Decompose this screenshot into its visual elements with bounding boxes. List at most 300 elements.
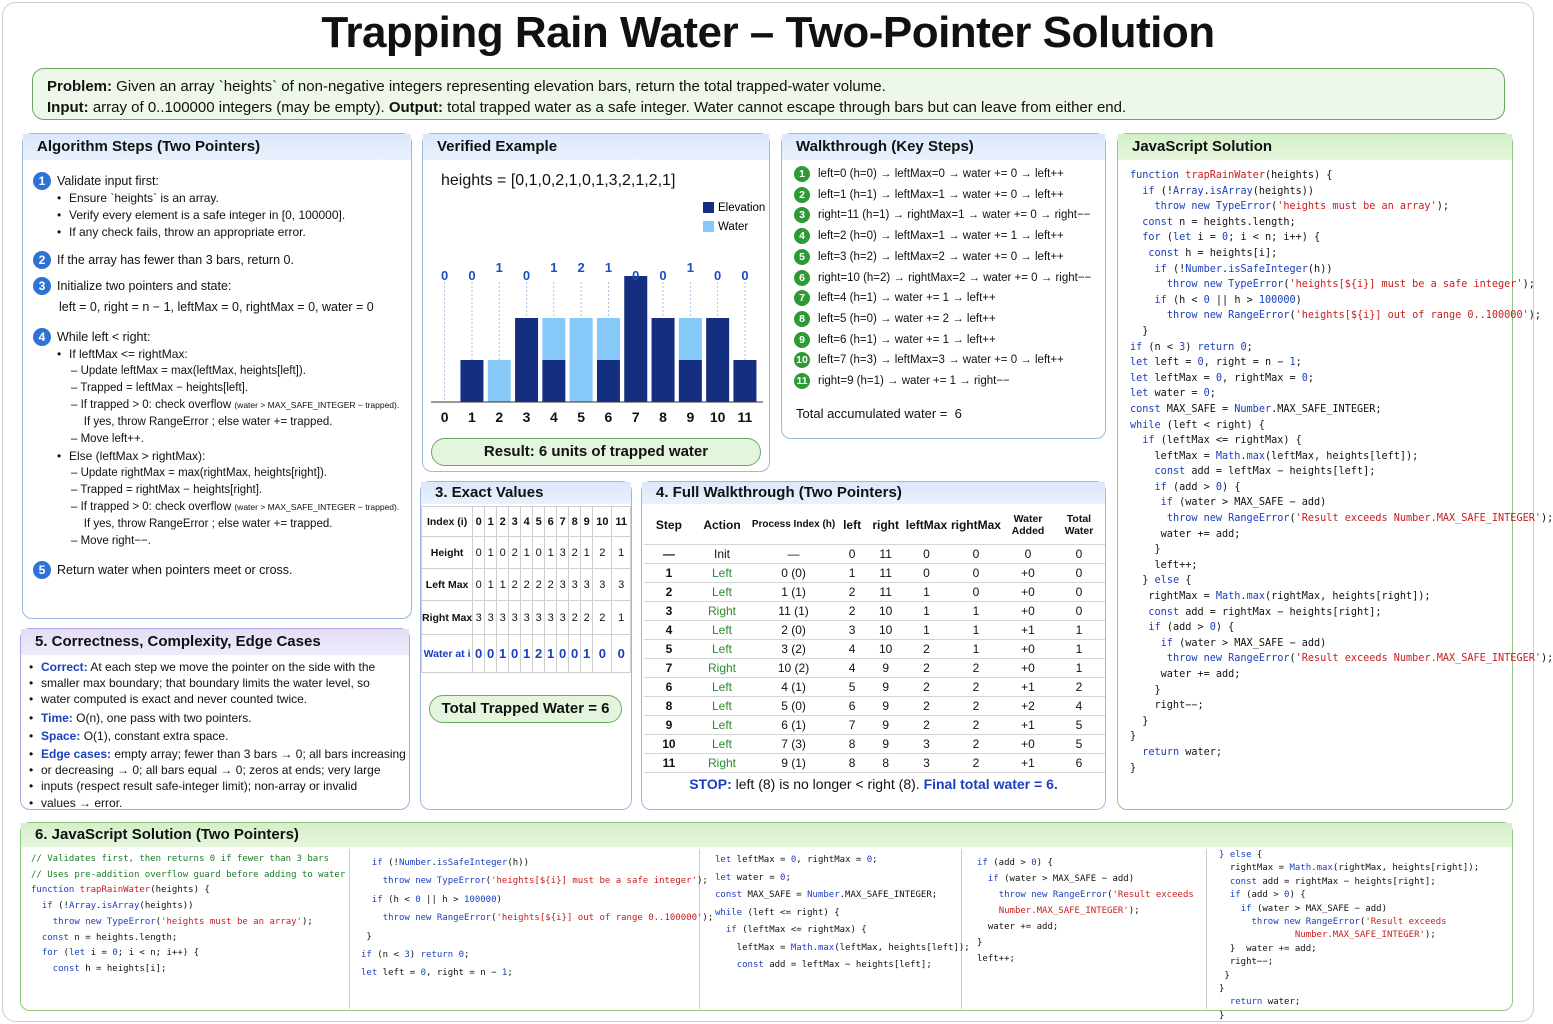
label: Correct: <box>41 660 88 674</box>
sub-item: If yes, throw RangeError ; else water += trapped. <box>71 518 333 530</box>
cell: Left <box>694 563 750 582</box>
cell: 3 <box>509 601 521 635</box>
table-row <box>644 544 1105 563</box>
x-tick-label: 5 <box>577 409 586 425</box>
cell: 0 <box>533 537 545 569</box>
top-label: 0 <box>659 268 667 283</box>
walkthrough-title: Walkthrough (Key Steps) <box>782 134 1105 160</box>
cell: 3 <box>509 507 521 537</box>
column-header: Step <box>644 506 694 544</box>
step-number: 3 <box>794 207 810 223</box>
step-number: 4 <box>33 328 51 346</box>
cell: 4 <box>1053 696 1105 715</box>
water-bar <box>597 318 620 360</box>
cell: — <box>750 544 837 563</box>
cell: 3 <box>485 601 497 635</box>
result-pill: Result: 6 units of trapped water <box>431 438 761 466</box>
cell: 9 <box>867 658 904 677</box>
cell: 2 (0) <box>750 620 837 639</box>
cell: 9 <box>867 696 904 715</box>
stop-text: left (8) is no longer < right (8). <box>731 776 924 792</box>
cell: 3 <box>545 601 557 635</box>
cell: 0 <box>593 635 612 673</box>
walkthrough-step <box>794 166 1064 182</box>
bullet: • Else (leftMax > rightMax): <box>57 448 205 465</box>
cell: 8 <box>837 734 867 753</box>
exact-row <box>422 537 631 569</box>
cell: 1 <box>497 569 509 601</box>
table-row <box>644 734 1105 753</box>
step-text: left=0 (h=0) → leftMax=0 → water += 0 → left++ <box>818 168 1064 181</box>
step-1-bullets <box>57 190 345 241</box>
step-text: left=2 (h=0) → leftMax=1 → water += 1 → left++ <box>818 230 1064 243</box>
cell: 11 (1) <box>750 601 837 620</box>
row-label: Index (i) <box>422 507 473 537</box>
bullet: • If leftMax <= rightMax: <box>57 346 188 363</box>
cell: 1 <box>904 601 949 620</box>
overflow-note: (water > MAX_SAFE_INTEGER − trapped). <box>234 400 400 410</box>
step-text: left=5 (h=0) → water += 2 → left++ <box>818 312 996 325</box>
cell: 5 <box>533 507 545 537</box>
cell: 3 <box>473 601 485 635</box>
walkthrough-step <box>794 352 1064 368</box>
full-walkthrough-panel <box>641 481 1106 810</box>
cell: +1 <box>1003 620 1053 639</box>
step-number: 11 <box>794 373 810 389</box>
sub-item: – If trapped > 0: check overflow <box>71 501 232 513</box>
water-bar <box>542 318 565 360</box>
walkthrough-step <box>794 373 1010 389</box>
cell: Left <box>694 677 750 696</box>
divider <box>349 849 350 1009</box>
cell: 3 <box>593 569 612 601</box>
cell: 7 <box>837 715 867 734</box>
label: Edge cases: <box>41 747 112 762</box>
column-header: Action <box>694 506 750 544</box>
step-4b-items <box>71 465 399 550</box>
cell: 5 <box>1053 734 1105 753</box>
table-row <box>644 696 1105 715</box>
step-number: 8 <box>794 311 810 327</box>
label: Space: <box>41 728 81 743</box>
walkthrough-step <box>794 187 1064 203</box>
step-number: 2 <box>33 251 51 269</box>
cell: 0 <box>485 635 497 673</box>
stop-final: Final total water = 6. <box>923 776 1058 792</box>
cell: 0 <box>1053 582 1105 601</box>
text: O(1), constant extra space. <box>80 728 229 743</box>
cell: Right <box>694 753 750 772</box>
cell: 1 <box>485 569 497 601</box>
cell: 9 <box>867 734 904 753</box>
walkthrough-panel <box>781 133 1106 439</box>
exact-row <box>422 569 631 601</box>
cell: 9 <box>644 715 694 734</box>
cell: 2 <box>569 601 581 635</box>
cell: +2 <box>1003 696 1053 715</box>
cell: Left <box>694 696 750 715</box>
cell: Init <box>694 544 750 563</box>
cell: 6 <box>1053 753 1105 772</box>
cell: 3 <box>521 601 533 635</box>
cell: 2 <box>569 537 581 569</box>
exact-values-panel <box>420 481 632 810</box>
x-tick-label: 9 <box>686 409 695 425</box>
cell: 0 <box>1053 601 1105 620</box>
cell: 1 <box>612 537 631 569</box>
walkthrough-step <box>794 228 1064 244</box>
top-label: 1 <box>686 260 694 275</box>
cell: 0 <box>612 635 631 673</box>
cell: 1 <box>1053 639 1105 658</box>
cell: 2 <box>949 658 1003 677</box>
step-text: Initialize two pointers and state: <box>57 279 232 293</box>
cell: 1 <box>904 620 949 639</box>
cell: 8 <box>867 753 904 772</box>
top-label: 0 <box>741 268 749 283</box>
walkthrough-step <box>794 311 996 327</box>
text: water computed is exact and never counted twice. <box>41 692 308 707</box>
cell: 0 (0) <box>750 563 837 582</box>
divider <box>1206 849 1207 1009</box>
text: smaller max boundary; that boundary limits the water level, so <box>41 676 370 691</box>
code-column-4: if (add > 0) { if (water > MAX_SAFE − add) throw new RangeError('Result exceeds Number.MAX_SAFE_INTEGER'); water += add; } left++; <box>977 858 1194 964</box>
cell: 0 <box>1053 544 1105 563</box>
cell: 1 <box>485 537 497 569</box>
cell: 1 <box>521 537 533 569</box>
cell: 10 <box>867 620 904 639</box>
table-row <box>644 563 1105 582</box>
javascript-solution-two-pointers-panel <box>20 822 1513 1021</box>
exact-values-title: 3. Exact Values <box>421 482 631 504</box>
cell: 2 <box>497 507 509 537</box>
x-tick-label: 6 <box>604 409 613 425</box>
cell: 0 <box>557 635 569 673</box>
sub-item: – Update leftMax = max(leftMax, heights[left]). <box>71 365 306 377</box>
legend-water: Water <box>718 221 749 233</box>
cell: 2 <box>949 677 1003 696</box>
cell: 5 <box>837 677 867 696</box>
top-label: 2 <box>577 260 585 275</box>
elevation-bar <box>679 360 702 402</box>
sub-item: – If trapped > 0: check overflow <box>71 399 232 411</box>
step-text: left=4 (h=1) → water += 1 → left++ <box>818 292 996 305</box>
cell: 8 <box>569 507 581 537</box>
row-label: Height <box>422 537 473 569</box>
x-tick-label: 10 <box>709 409 726 425</box>
walkthrough-step <box>794 270 1091 286</box>
cell: 2 <box>904 639 949 658</box>
cell: 0 <box>473 507 485 537</box>
bullet: • Verify every element is a safe integer in [0, 100000]. <box>57 207 345 224</box>
step-number: 1 <box>33 172 51 190</box>
cell: 3 <box>612 569 631 601</box>
cell: 0 <box>1003 544 1053 563</box>
step-number: 7 <box>794 290 810 306</box>
code-column-3: let leftMax = 0, rightMax = 0; let water = 0; const MAX_SAFE = Number.MAX_SAFE_INTEGER; while (left <= right) { if (leftMax <= rightMax) { leftMax = Math.max(leftMax, heights[left]); const add = leftMax − heights[left]; <box>715 855 970 970</box>
code-column-1: // Validates first, then returns 0 if fewer than 3 bars // Uses pre-addition overflow guard before adding to water function trapRainWater(heights) { if (!Array.isArray(heights)) throw new TypeError('heights must be an array'); const n = heights.length; for (let i = 0; i < n; i++) { const h = heights[i]; <box>31 854 346 974</box>
header-row <box>644 506 1105 544</box>
cell: 1 <box>1053 620 1105 639</box>
step-text: left=1 (h=1) → leftMax=1 → water += 0 → left++ <box>818 188 1064 201</box>
cell: 0 <box>473 635 485 673</box>
cell: 4 <box>837 658 867 677</box>
step-number: 1 <box>794 166 810 182</box>
top-label: 1 <box>604 260 613 275</box>
elevation-chart <box>423 164 771 464</box>
cell: 2 <box>904 677 949 696</box>
verified-example-title: Verified Example <box>423 134 769 160</box>
text: or decreasing → 0; all bars equal → 0; zeros at ends; very large <box>41 763 381 778</box>
cell: 3 <box>837 620 867 639</box>
cell: +0 <box>1003 639 1053 658</box>
x-tick-label: 4 <box>549 409 558 425</box>
cell: 1 <box>949 639 1003 658</box>
row-label: Right Max <box>422 601 473 635</box>
cell: 1 <box>1053 658 1105 677</box>
step-number: 3 <box>33 277 51 295</box>
cell: 0 <box>949 544 1003 563</box>
table-row <box>644 677 1105 696</box>
sub-item: – Update rightMax = max(rightMax, heights[right]). <box>71 467 327 479</box>
cell: 1 <box>644 563 694 582</box>
step-4a <box>57 346 188 363</box>
step-number: 6 <box>794 270 810 286</box>
cell: 1 <box>497 635 509 673</box>
output-label: Output: <box>388 99 443 116</box>
top-label: 0 <box>441 268 449 283</box>
column-header: Process Index (h) <box>750 506 837 544</box>
table-row <box>644 620 1105 639</box>
cell: 3 <box>569 569 581 601</box>
cell: 4 <box>837 639 867 658</box>
cell: 2 <box>593 601 612 635</box>
input-label: Input: <box>47 99 89 116</box>
cell: 1 <box>612 601 631 635</box>
cell: 9 <box>867 677 904 696</box>
cell: 11 <box>644 753 694 772</box>
column-header: left <box>837 506 867 544</box>
top-label: 0 <box>632 268 640 283</box>
cell: 8 <box>837 753 867 772</box>
cell: 5 <box>1053 715 1105 734</box>
cell: 9 <box>867 715 904 734</box>
cell: 4 <box>521 507 533 537</box>
cell: Left <box>694 715 750 734</box>
cell: 0 <box>949 563 1003 582</box>
cell: 0 <box>1053 563 1105 582</box>
cell: 0 <box>949 582 1003 601</box>
cell: 2 <box>949 753 1003 772</box>
cell: 1 (1) <box>750 582 837 601</box>
cell: 3 <box>581 569 593 601</box>
step-text: right=11 (h=1) → rightMax=1 → water += 0 → right−− <box>818 209 1091 222</box>
bullet: • Ensure `heights` is an array. <box>57 190 345 207</box>
table-row <box>644 601 1105 620</box>
cell: 10 <box>867 639 904 658</box>
step-text: left=6 (h=1) → water += 1 → left++ <box>818 333 996 346</box>
cell: 0 <box>473 569 485 601</box>
cell: +0 <box>1003 563 1053 582</box>
bullet: • If any check fails, throw an appropriate error. <box>57 224 345 241</box>
cell: +0 <box>1003 658 1053 677</box>
row-label: Water at i <box>422 635 473 673</box>
cell: 2 <box>533 635 545 673</box>
cell: 0 <box>904 544 949 563</box>
javascript-solution-two-pointers-title: 6. JavaScript Solution (Two Pointers) <box>21 823 1512 847</box>
walkthrough-total: Total accumulated water = 6 <box>796 406 962 421</box>
page-title: Trapping Rain Water – Two-Pointer Solution <box>321 8 1215 57</box>
cell: +1 <box>1003 753 1053 772</box>
cell: +1 <box>1003 715 1053 734</box>
cell: 7 (3) <box>750 734 837 753</box>
cell: Right <box>694 658 750 677</box>
top-label: 1 <box>495 260 503 275</box>
cell: 11 <box>867 582 904 601</box>
cell: Left <box>694 582 750 601</box>
cell: 2 <box>949 734 1003 753</box>
cell: 10 <box>593 507 612 537</box>
cell: 2 <box>837 582 867 601</box>
init-state: left = 0, right = n − 1, leftMax = 0, rightMax = 0, water = 0 <box>59 300 374 314</box>
x-tick-label: 7 <box>631 409 640 425</box>
cell: 2 <box>509 537 521 569</box>
text: O(n), one pass with two pointers. <box>72 710 252 725</box>
row-label: Left Max <box>422 569 473 601</box>
heights-label: heights = [0,1,0,2,1,0,1,3,2,1,2,1] <box>441 172 676 189</box>
cell: 5 (0) <box>750 696 837 715</box>
cell: +1 <box>1003 677 1053 696</box>
cell: Right <box>694 601 750 620</box>
water-bar <box>488 360 511 402</box>
elevation-bar <box>624 276 647 402</box>
table-row <box>644 658 1105 677</box>
step-text: left=3 (h=2) → leftMax=2 → water += 0 → left++ <box>818 250 1064 263</box>
column-header: Total Water <box>1053 506 1105 544</box>
step-number: 2 <box>794 187 810 203</box>
cell: 3 <box>557 601 569 635</box>
sub-item: – Move left++. <box>71 433 144 445</box>
cell: 0 <box>569 635 581 673</box>
code-column-2: if (!Number.isSafeInteger(h)) throw new TypeError('heights[${i}] must be a safe integer'); if (h < 0 || h > 100000) throw new RangeError('heights[${i}] out of range 0..100000'); } if (n < 3) return 0; let left = 0, right = n − 1; <box>361 858 714 979</box>
problem-statement <box>32 68 1505 120</box>
cell: — <box>644 544 694 563</box>
stop-label: STOP: <box>689 776 732 792</box>
cell: 2 <box>904 715 949 734</box>
cell: 0 <box>509 635 521 673</box>
cell: 11 <box>867 544 904 563</box>
cell: 2 <box>545 569 557 601</box>
cell: 2 <box>949 696 1003 715</box>
elevation-bar <box>515 318 538 402</box>
cell: Left <box>694 734 750 753</box>
legend-water-swatch <box>703 221 714 232</box>
step-text: If the array has fewer than 3 bars, return 0. <box>57 253 294 267</box>
cell: 2 <box>904 658 949 677</box>
cell: 2 <box>1053 677 1105 696</box>
cell: 9 (1) <box>750 753 837 772</box>
cell: 7 <box>644 658 694 677</box>
javascript-solution-panel <box>1117 133 1553 810</box>
top-label: 0 <box>468 268 476 283</box>
output-text: total trapped water as a safe integer. Water cannot escape through bars but can leave from either end. <box>442 99 1127 116</box>
step-text: While left < right: <box>57 330 151 344</box>
step-text: right=9 (h=1) → water += 1 → right−− <box>818 375 1010 388</box>
walkthrough-step <box>794 290 996 306</box>
exact-row <box>422 635 631 673</box>
cell: 8 <box>644 696 694 715</box>
code-column-5: } else { rightMax = Math.max(rightMax, heights[right]); const add = rightMax − heights[right]; if (add > 0) { if (water > MAX_SAFE − add) throw new RangeError('Result exceeds Number.MAX_SAFE_INTEGER'); } water += add; right−−; } } return water; } <box>1219 850 1480 1021</box>
cell: 0 <box>837 544 867 563</box>
cell: 9 <box>581 507 593 537</box>
elevation-bar <box>652 318 675 402</box>
cell: 1 <box>904 582 949 601</box>
cell: 3 <box>904 734 949 753</box>
javascript-solution-title: JavaScript Solution <box>1118 134 1512 160</box>
exact-row <box>422 507 631 537</box>
cell: 2 <box>949 715 1003 734</box>
column-header: right <box>867 506 904 544</box>
cell: 10 <box>867 601 904 620</box>
top-label: 1 <box>550 260 558 275</box>
table-row <box>644 715 1105 734</box>
cell: 4 <box>644 620 694 639</box>
x-tick-label: 11 <box>737 409 753 425</box>
table-row <box>644 753 1105 772</box>
cell: 3 <box>557 537 569 569</box>
label: Time: <box>41 710 73 725</box>
cell: 3 <box>497 601 509 635</box>
cell: 1 <box>837 563 867 582</box>
elevation-bar <box>706 318 729 402</box>
step-4a-items <box>71 363 399 448</box>
cell: 6 <box>545 507 557 537</box>
step-4b <box>57 448 205 465</box>
legend-elevation-swatch <box>703 202 714 213</box>
cell: 10 (2) <box>750 658 837 677</box>
cell: 3 (2) <box>750 639 837 658</box>
cell: Left <box>694 639 750 658</box>
cell: 6 <box>837 696 867 715</box>
cell: 6 <box>644 677 694 696</box>
column-header: rightMax <box>949 506 1003 544</box>
correctness-title: 5. Correctness, Complexity, Edge Cases <box>21 629 409 655</box>
step-number: 4 <box>794 228 810 244</box>
x-tick-label: 0 <box>440 409 449 425</box>
cell: 6 (1) <box>750 715 837 734</box>
text: values → error. <box>41 795 123 810</box>
column-header: Water Added <box>1003 506 1053 544</box>
text: At each step we move the pointer on the side with the <box>87 660 376 674</box>
cell: 11 <box>612 507 631 537</box>
algorithm-steps-title: Algorithm Steps (Two Pointers) <box>23 134 411 160</box>
cell: 1 <box>581 635 593 673</box>
top-label: 0 <box>522 268 531 283</box>
javascript-code: function trapRainWater(heights) { if (!Array.isArray(heights)) throw new TypeError('heights must be an array'); const n = heights.length; for (let i = 0; i < n; i++) { const h = heights[i]; if (!Number.isSafeInteger(h)) throw new TypeError('heights[${i}] must be a safe integer'); if (h < 0 || h > 100000) throw new RangeError('heights[${i}] out of range 0..100000'); } if (n < 3) return 0; let left = 0, right = n − 1; let leftMax = 0, rightMax = 0; let water = 0; const MAX_SAFE = Number.MAX_SAFE_INTEGER; while (left < right) { if (leftMax <= rightMax) { leftMax = Math.max(leftMax, heights[left]); const add = leftMax − heights[left]; if (add > 0) { if (water > MAX_SAFE − add) throw new RangeError('Result exceeds Number.MAX_SAFE_INTEGER'); water += add; } left++; } else { rightMax = Math.max(rightMax, heights[right]); const add = rightMax − heights[right]; if (add > 0) { if (water > MAX_SAFE − add) throw new RangeError('Result exceeds Number.MAX_SAFE_INTEGER'); water += add; } right−−; } } return water; } <box>1130 170 1553 774</box>
cell: 7 <box>557 507 569 537</box>
cell: +0 <box>1003 582 1053 601</box>
correctness-panel <box>20 628 410 810</box>
problem-label: Problem: <box>47 78 113 95</box>
sub-item: – Move right−−. <box>71 535 151 547</box>
step-number: 9 <box>794 332 810 348</box>
problem-text: Given an array `heights` of non-negative integers representing elevation bars, return the total trapped-water volume. <box>112 78 886 95</box>
cell: 3 <box>904 753 949 772</box>
cell: 2 <box>581 601 593 635</box>
cell: 2 <box>837 601 867 620</box>
elevation-bar <box>542 360 565 402</box>
correctness-list <box>29 659 406 811</box>
